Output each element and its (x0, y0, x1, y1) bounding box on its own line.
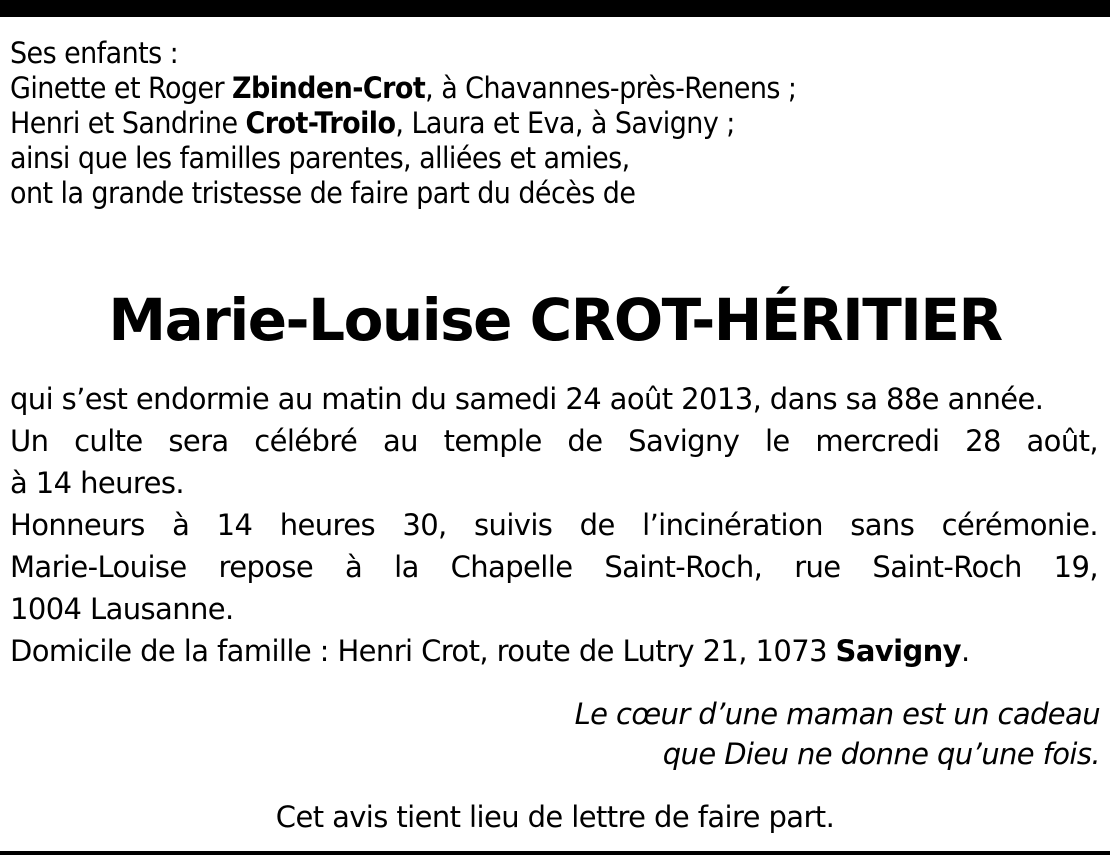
details-line-5: Marie-Louise repose à la Chapelle Saint-Roch, rue Saint-Roch 19, (10, 550, 1098, 584)
details-line-2: Un culte sera célébré au temple de Savigny le mercredi 28 août, (10, 424, 1098, 458)
details-line-7 (10, 630, 1098, 672)
intro-line-3 (10, 106, 1098, 141)
intro-line-2-post: , à Chavannes-près-Renens ; (425, 71, 797, 105)
funeral-details (10, 378, 1098, 672)
quote-line-1: Le cœur d’une maman est un cadeau (574, 697, 1100, 731)
details-line-1: qui s’est endormie au matin du samedi 24 août 2013, dans sa 88e année. (10, 382, 1044, 416)
family-domicile-town: Savigny (835, 634, 961, 668)
bottom-border-rule (0, 851, 1110, 855)
intro-line-3-post: , Laura et Eva, à Savigny ; (395, 106, 735, 140)
family-name-zbinden-crot: Zbinden-Crot (232, 71, 426, 105)
intro-line-2-pre: Ginette et Roger (10, 71, 233, 105)
family-announcement (10, 36, 1098, 211)
top-border-rule (0, 0, 1110, 17)
intro-line-1: Ses enfants : (10, 36, 179, 70)
intro-line-4: ainsi que les familles parentes, alliées et amies, (10, 141, 630, 175)
details-line-3: à 14 heures. (10, 466, 184, 500)
intro-line-5: ont la grande tristesse de faire part du décès de (10, 176, 636, 210)
details-line-4: Honneurs à 14 heures 30, suivis de l’incinération sans cérémonie. (10, 508, 1098, 542)
intro-line-3-pre: Henri et Sandrine (10, 106, 246, 140)
details-line-7-pre: Domicile de la famille : Henri Crot, route de Lutry 21, 1073 (10, 634, 836, 668)
family-name-crot-troilo: Crot-Troilo (245, 106, 396, 140)
deceased-name: Marie-Louise CROT-HÉRITIER (108, 286, 1002, 354)
intro-line-2 (10, 71, 1098, 106)
details-line-7-post: . (960, 634, 970, 668)
details-line-6: 1004 Lausanne. (10, 592, 234, 626)
notice-footer: Cet avis tient lieu de lettre de faire part. (275, 800, 835, 834)
memorial-quote (575, 694, 1100, 774)
quote-line-2: que Dieu ne donne qu’une fois. (662, 737, 1100, 771)
